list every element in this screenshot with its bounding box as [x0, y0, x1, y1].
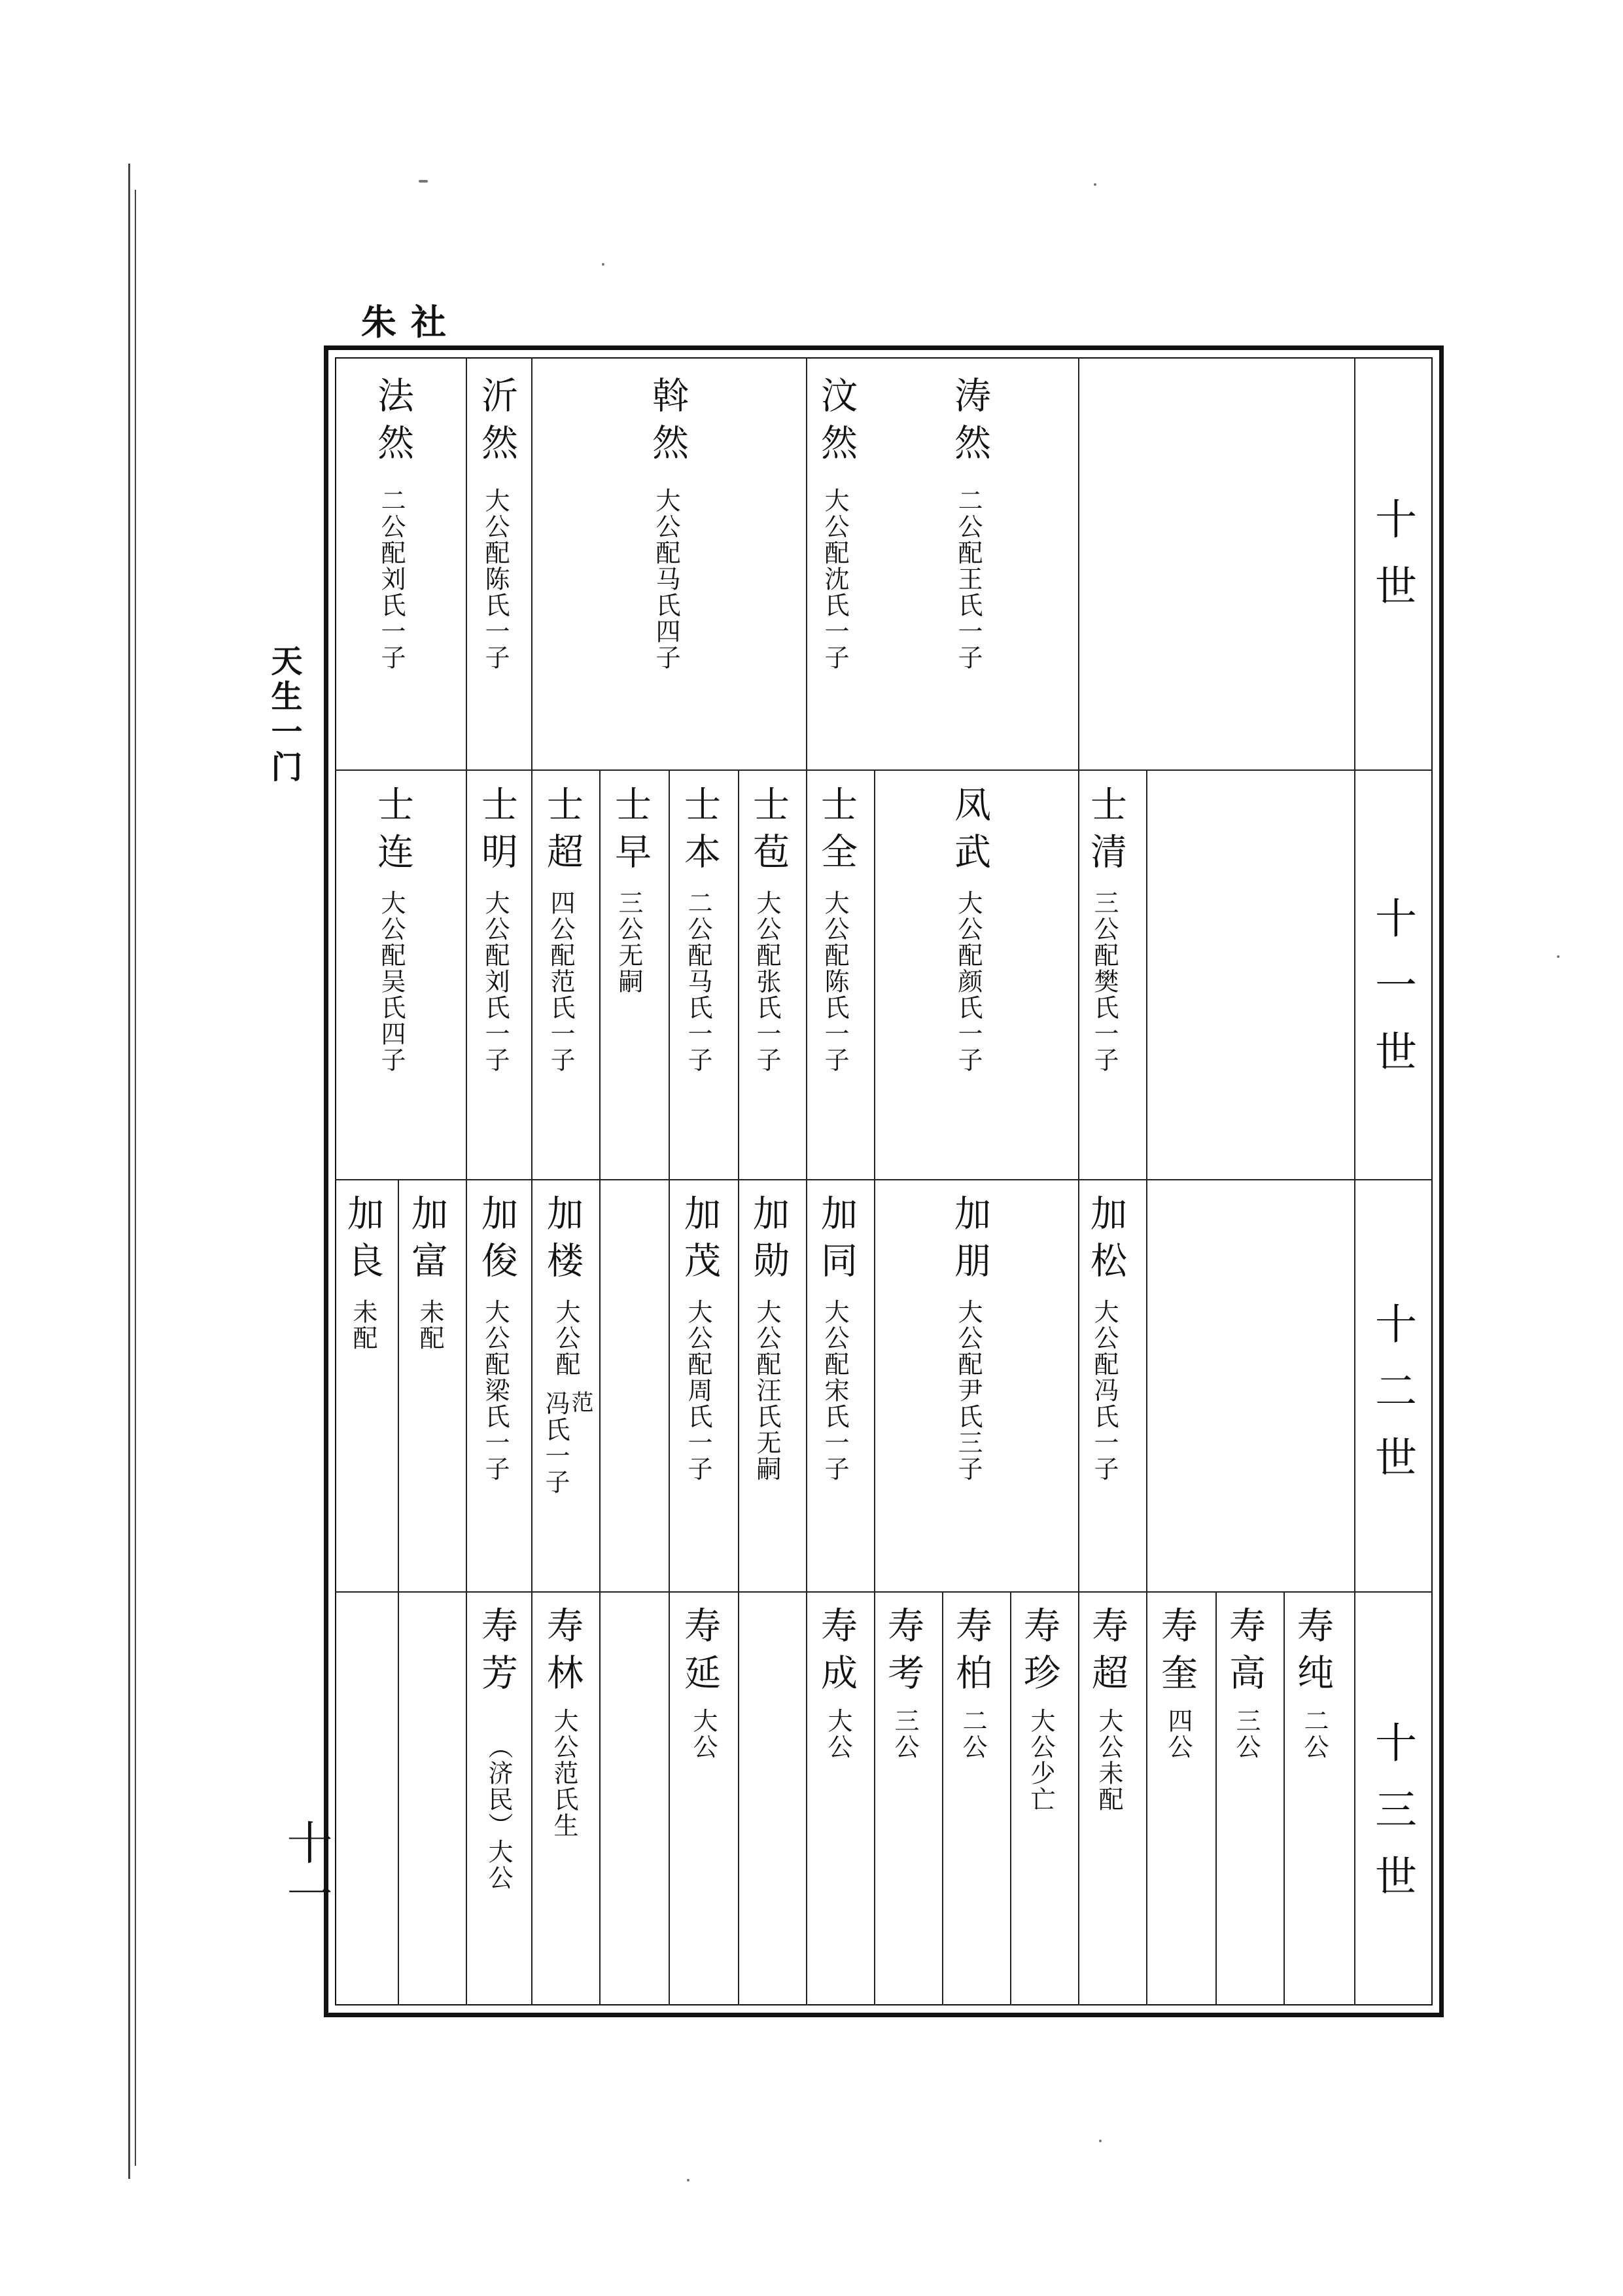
column-divider — [669, 1179, 670, 1591]
page-number: 十一 — [279, 1819, 333, 1921]
person-name: 沂然 — [476, 376, 518, 470]
person-name: 涛然 — [949, 376, 991, 470]
person-name: 加茂 — [678, 1194, 721, 1288]
person-name: 士本 — [678, 785, 721, 879]
person-note: 大公配梁氏一子 — [481, 1299, 510, 1482]
person-note: 冯氏一子 — [541, 1390, 570, 1495]
column-divider — [1078, 1591, 1079, 2005]
column-divider — [1215, 1591, 1217, 2005]
person-note: 三公无嗣 — [614, 890, 643, 995]
person-name: 寿纯 — [1291, 1606, 1334, 1701]
scan-speck — [419, 180, 428, 183]
column-divider — [942, 1591, 943, 2005]
column-divider — [806, 1179, 807, 1591]
column-divider — [738, 1179, 739, 1591]
column-divider — [806, 357, 807, 769]
person-name: 加富 — [406, 1194, 448, 1288]
person-note: 四公 — [1164, 1708, 1193, 1760]
person-name: 寿成 — [815, 1606, 858, 1701]
person-note: 大公配吴氏四子 — [377, 890, 406, 1073]
person-name: 加俊 — [476, 1194, 518, 1288]
person-name: 加楼 — [541, 1194, 584, 1288]
column-divider — [1078, 1179, 1079, 1591]
person-name: 加良 — [341, 1194, 384, 1288]
person-note: 二公配马氏一子 — [684, 890, 712, 1073]
person-note: 大公配宋氏一子 — [820, 1299, 849, 1482]
person-note: 大公配 — [551, 1299, 580, 1377]
person-name: 法然 — [372, 376, 414, 470]
person-name: 寿柏 — [950, 1606, 992, 1701]
person-note-insert: 范 — [567, 1390, 593, 1414]
column-divider — [1010, 1591, 1011, 2005]
binding-line — [128, 164, 130, 2179]
column-divider — [738, 769, 739, 1179]
person-note: 大公配沈氏一子 — [820, 487, 849, 671]
column-divider — [806, 769, 807, 1179]
person-name: 寿芳 — [476, 1606, 518, 1701]
person-name: 寿林 — [541, 1606, 584, 1701]
person-note: 大公配张氏一子 — [752, 890, 781, 1073]
person-name: 士苞 — [747, 785, 790, 879]
person-note: 大公配周氏一子 — [684, 1299, 712, 1482]
person-note: 二公 — [958, 1708, 987, 1760]
person-note: 大公配颜氏一子 — [954, 890, 983, 1073]
column-divider — [1146, 1591, 1147, 2005]
generation-label: 十世 — [1368, 497, 1416, 631]
column-divider — [806, 1591, 807, 2005]
scan-speck — [687, 2179, 689, 2181]
column-divider — [874, 769, 875, 1179]
person-note: 大公 — [824, 1708, 852, 1760]
column-divider — [599, 769, 601, 1179]
person-name: 加勋 — [747, 1194, 790, 1288]
person-name: 汶然 — [815, 376, 858, 470]
person-note: （济民）大公 — [484, 1734, 513, 1891]
side-title: 天生一门 — [266, 645, 302, 786]
person-name: 加松 — [1085, 1194, 1127, 1288]
scan-speck — [1099, 2140, 1102, 2142]
person-name: 寿延 — [678, 1606, 721, 1701]
column-divider — [599, 1591, 601, 2005]
column-divider — [466, 357, 467, 769]
person-note: 三公配樊氏一子 — [1090, 890, 1119, 1073]
column-divider — [531, 769, 532, 1179]
person-note: 二公配刘氏一子 — [377, 487, 406, 671]
column-divider — [1146, 769, 1147, 1179]
person-name: 士全 — [815, 785, 858, 879]
row-divider — [335, 769, 1433, 771]
column-divider — [531, 1591, 532, 2005]
person-name: 寿高 — [1223, 1606, 1266, 1701]
person-note: 未配 — [349, 1299, 377, 1351]
scan-speck — [1557, 955, 1560, 958]
column-divider — [466, 1179, 467, 1591]
scan-speck — [602, 263, 604, 266]
row-divider — [335, 1591, 1433, 1593]
person-note: 大公配马氏四子 — [652, 487, 680, 671]
person-note: 大公配刘氏一子 — [481, 890, 510, 1073]
person-name: 士超 — [541, 785, 584, 879]
person-name: 寿奎 — [1155, 1606, 1198, 1701]
column-divider — [1078, 357, 1079, 769]
scan-speck — [1094, 183, 1096, 186]
person-note: 未配 — [415, 1299, 444, 1351]
person-note: 大公范氏生 — [550, 1708, 578, 1839]
person-note: 大公未配 — [1094, 1708, 1123, 1812]
column-divider — [531, 1179, 532, 1591]
person-note: 四公配范氏一子 — [546, 890, 575, 1073]
generation-label: 十二世 — [1368, 1302, 1416, 1502]
column-divider — [398, 1179, 399, 1591]
person-note: 大公 — [689, 1708, 718, 1760]
column-divider — [599, 1179, 601, 1591]
person-name: 加朋 — [949, 1194, 991, 1288]
page-header: 朱社 — [361, 301, 461, 343]
column-divider — [669, 769, 670, 1179]
person-note: 大公配冯氏一子 — [1090, 1299, 1119, 1482]
person-note: 三公 — [890, 1708, 919, 1760]
column-divider — [874, 1591, 875, 2005]
person-name: 士明 — [476, 785, 518, 879]
column-divider — [1078, 769, 1079, 1179]
person-name: 凤武 — [949, 785, 991, 879]
generation-label: 十一世 — [1368, 896, 1416, 1097]
column-divider — [466, 769, 467, 1179]
person-name: 寿珍 — [1018, 1606, 1060, 1701]
column-divider — [669, 1591, 670, 2005]
person-note: 二公配王氏一子 — [954, 487, 983, 671]
column-divider — [466, 1591, 467, 2005]
column-divider — [1283, 1591, 1285, 2005]
person-note: 二公 — [1300, 1708, 1329, 1760]
column-divider — [398, 1591, 399, 2005]
person-name: 斡然 — [646, 376, 689, 470]
person-name: 寿超 — [1086, 1606, 1128, 1701]
row-divider — [335, 1179, 1433, 1180]
person-name: 加同 — [815, 1194, 858, 1288]
person-name: 士连 — [372, 785, 414, 879]
person-note: 大公配汪氏无嗣 — [752, 1299, 781, 1482]
person-note: 大公少亡 — [1026, 1708, 1055, 1812]
person-name: 士早 — [609, 785, 652, 879]
person-name: 寿考 — [882, 1606, 924, 1701]
person-name: 士清 — [1085, 785, 1127, 879]
generation-label: 十三世 — [1368, 1721, 1416, 1921]
binding-line — [135, 190, 136, 2166]
column-divider — [738, 1591, 739, 2005]
column-divider — [1146, 1179, 1147, 1591]
column-divider — [531, 357, 532, 769]
person-note: 三公 — [1232, 1708, 1261, 1760]
column-divider — [874, 1179, 875, 1591]
person-note: 大公配陈氏一子 — [820, 890, 849, 1073]
person-note: 大公配陈氏一子 — [481, 487, 510, 671]
person-note: 大公配尹氏三子 — [954, 1299, 983, 1482]
column-divider — [1354, 357, 1355, 2005]
